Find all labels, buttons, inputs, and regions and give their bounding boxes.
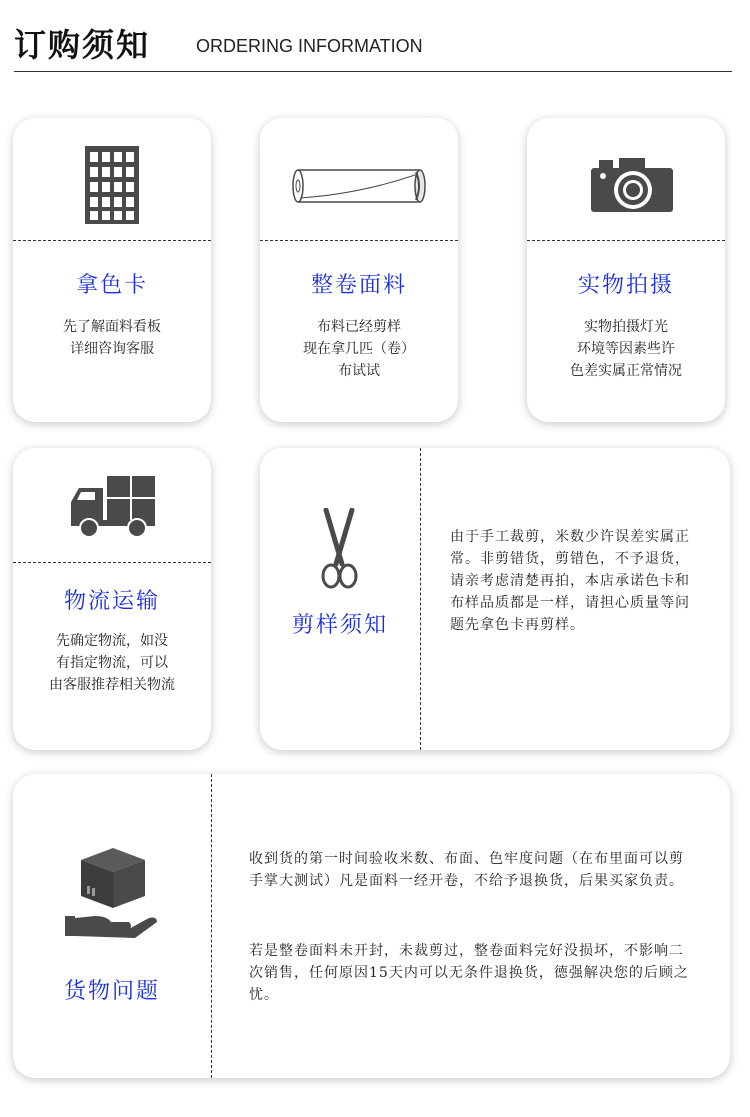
fabric-roll-icon: [290, 166, 430, 206]
goods-title: 货物问题: [63, 979, 160, 1004]
photo-card: [527, 118, 725, 422]
goods-card: [13, 774, 730, 1078]
whole-roll-desc: 布料已经剪样 现在拿几匹（卷） 布试试: [303, 319, 415, 379]
cutting-text: 由于手工裁剪，米数少许误差实属正常。非剪错货，剪错色，不予退货，请亲考虑清楚再拍，本店承诺色卡和布样品质都是一样，请担心质量等问题先拿色卡再剪样。: [450, 529, 690, 633]
goods-paragraph-1: 收到货的第一时间验收米数、布面、色牢度问题（在布里面可以剪手掌大测试）凡是面料一经开卷，不给予退换货，后果买家负责。: [249, 851, 684, 889]
card-divider: [420, 448, 421, 750]
card-divider: [13, 240, 211, 241]
color-card-title: 拿色卡: [75, 273, 148, 298]
whole-roll-title: 整卷面料: [310, 273, 407, 298]
color-card-desc: 先了解面料看板 详细咨询客服: [63, 319, 161, 357]
card-divider: [13, 562, 211, 563]
page-title: 订购须知: [14, 26, 151, 64]
card-divider: [211, 774, 212, 1078]
color-swatch-grid-icon: [85, 146, 139, 224]
page-header: [0, 0, 750, 74]
color-card-card: [13, 118, 211, 422]
delivery-truck-icon: [69, 476, 157, 538]
cutting-title: 剪样须知: [291, 613, 388, 638]
page-subtitle: ORDERING INFORMATION: [196, 36, 423, 56]
card-divider: [527, 240, 725, 241]
logistics-card: [13, 448, 211, 750]
header-divider: [14, 71, 732, 72]
whole-roll-card: [260, 118, 458, 422]
cutting-card: [260, 448, 730, 750]
scissors-icon: [320, 508, 358, 590]
card-divider: [260, 240, 458, 241]
photo-desc: 实物拍摄灯光 环境等因素些许 色差实属正常情况: [570, 319, 682, 379]
package-in-hand-icon: [65, 846, 161, 942]
goods-paragraph-2: 若是整卷面料未开封，未裁剪过，整卷面料完好没损坏，不影响二次销售，任何原因15天内可以无条件退换货，德强解决您的后顾之忧。: [249, 943, 689, 1003]
logistics-title: 物流运输: [63, 589, 160, 614]
photo-title: 实物拍摄: [577, 273, 674, 298]
logistics-desc: 先确定物流，如没 有指定物流，可以 由客服推荐相关物流: [49, 633, 175, 693]
camera-icon: [591, 156, 673, 214]
